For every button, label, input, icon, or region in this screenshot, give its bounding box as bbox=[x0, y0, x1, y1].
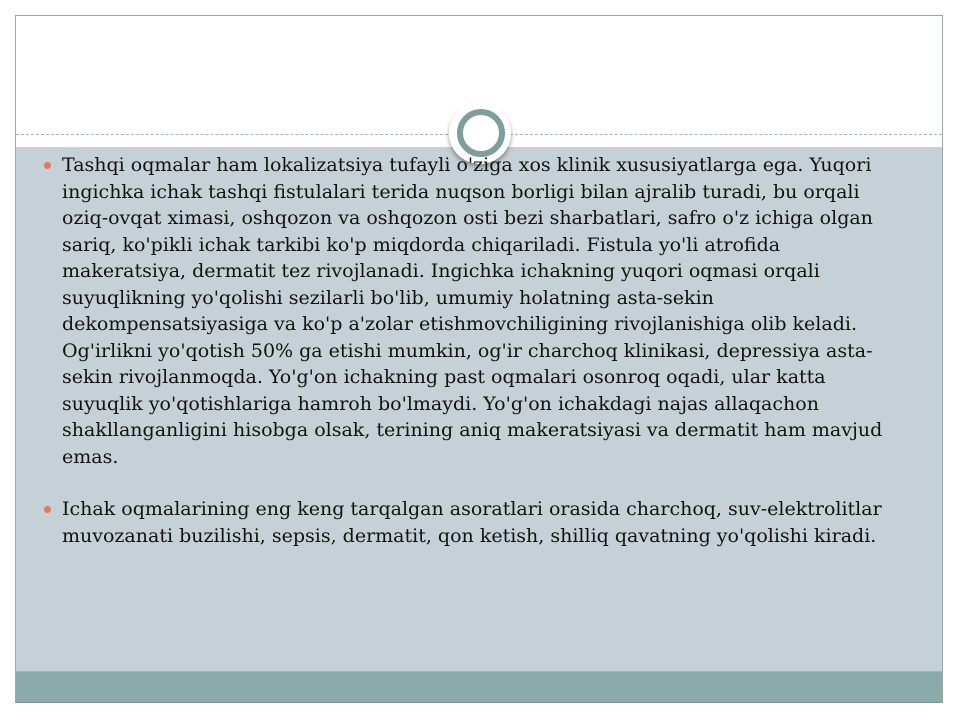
bullet-item bbox=[44, 152, 904, 470]
bullet-text: Tashqi oqmalar ham lokalizatsiya tufayli o'ziga xos klinik xususiyatlarga ega. Yuqori ingichka ichak tashqi fistulalari terida nuqson borligi bilan ajralib turadi, bu orqali oziq-ovqat ximasi, oshqozon va oshqozon osti bezi sharbatlari, safro o'z ichiga olgan sariq, ko'pikli ichak tarkibi ko'p miqdorda chiqariladi. Fistula yo'li atrofida makeratsiya, dermatit tez rivojlanadi. Ingichka ichakning yuqori oqmasi orqali suyuqlikning yo'qolishi sezilarli bo'lib, umumiy holatning asta-sekin dekompensatsiyasiga va ko'p a'zolar etishmovchiligining rivojlanishiga olib keladi. Og'irlikni yo'qotish 50% ga etishi mumkin, og'ir charchoq klinikasi, depressiya asta-sekin rivojlanmoqda. Yo'g'on ichakning past oqmalari osonroq oqadi, ular katta suyuqlik yo'qotishlariga hamroh bo'lmaydi. Yo'g'on ichakdagi najas allaqachon shakllanganligini hisobga olsak, terining aniq makeratsiyasi va dermatit ham mavjud emas. bbox=[62, 154, 883, 468]
footer-band bbox=[16, 671, 942, 703]
bullet-dot-icon bbox=[44, 506, 51, 513]
bullet-dot-icon bbox=[44, 162, 51, 169]
bullet-item bbox=[44, 496, 904, 549]
body-text bbox=[44, 152, 904, 549]
circle-ornament-icon bbox=[457, 109, 505, 157]
bullet-text: Ichak oqmalarining eng keng tarqalgan asoratlari orasida charchoq, suv-elektrolitlar muvozanati buzilishi, sepsis, dermatit, qon ketish, shilliq qavatning yo'qolishi kiradi. bbox=[62, 498, 882, 547]
